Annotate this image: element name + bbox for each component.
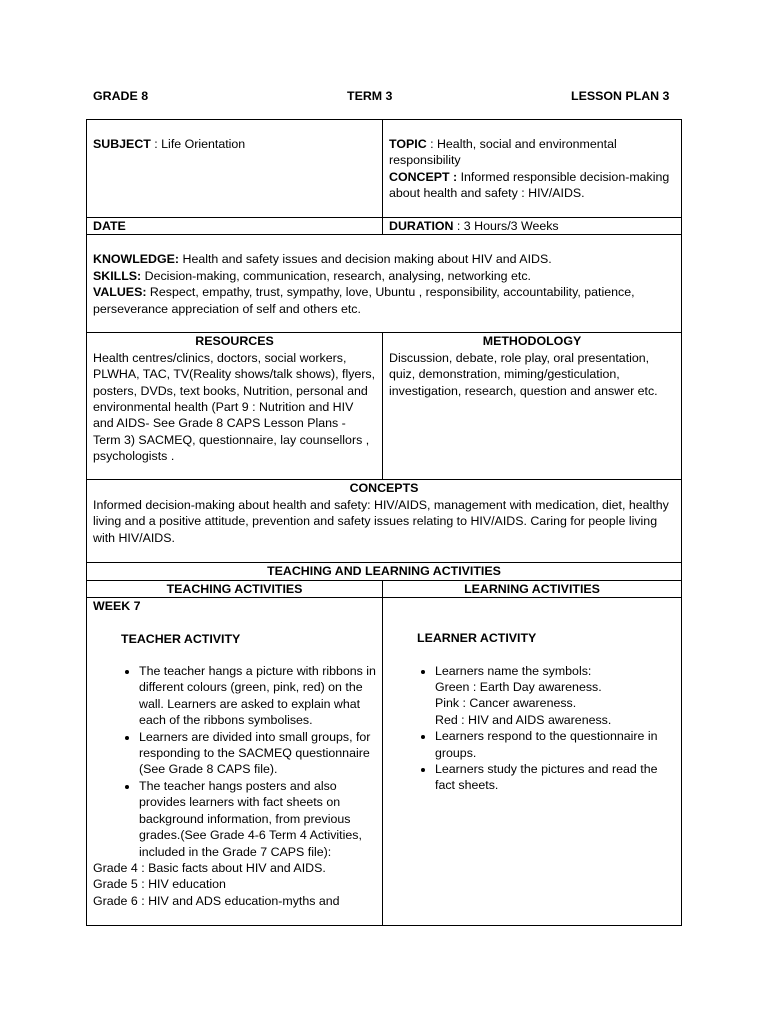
symbol-pink: Pink : Cancer awareness. (435, 696, 577, 711)
activities-heading-row (87, 563, 682, 580)
skills-label: SKILLS: (93, 268, 142, 283)
knowledge-label: KNOWLEDGE: (93, 252, 180, 267)
methodology-heading: METHODOLOGY (482, 334, 582, 349)
learning-activities-heading: LEARNING ACTIVITIES (383, 580, 682, 597)
resources-methodology-row (87, 333, 682, 480)
methodology-line2: quiz, demonstration, miming/gesticulation, investigation, research, question and answer etc. (389, 367, 658, 398)
list-item: • Learners respond to the questionnaire in groups. (435, 728, 675, 761)
date-label: DATE (93, 219, 126, 233)
learner-activity-list (389, 663, 675, 794)
term-label: TERM 3 (347, 89, 393, 103)
lesson-plan-table (86, 119, 682, 926)
values-label: VALUES: (93, 285, 147, 300)
activities-heading: TEACHING AND LEARNING ACTIVITIES (87, 563, 682, 580)
learner-activity-label: LEARNER ACTIVITY (417, 631, 537, 646)
topic-cell (383, 120, 682, 218)
resources-heading: RESOURCES (195, 334, 274, 349)
topic-label: TOPIC (389, 137, 427, 151)
learner-item-text: Learners name the symbols: (435, 663, 592, 678)
topic-value: : Health, social and environmental responsibility (389, 137, 617, 168)
resources-cell (87, 333, 383, 480)
week-label: WEEK 7 (93, 599, 141, 614)
grade-line: Grade 6 : HIV and ADS education-myths and (93, 893, 340, 908)
subject-cell (87, 120, 383, 218)
grade-label: GRADE 8 (93, 89, 149, 103)
activities-subheading-row (87, 580, 682, 597)
knowledge-row (87, 235, 682, 333)
list-item: • The teacher hangs a picture with ribbons in different colours (green, pink, red) on the wall. Learners are asked to explain what each of the ribbons symbolises. (139, 663, 376, 729)
teaching-activities-cell (87, 598, 383, 926)
teaching-activities-heading: TEACHING ACTIVITIES (87, 580, 383, 597)
concepts-row (87, 480, 682, 563)
symbol-red: Red : HIV and AIDS awareness. (435, 712, 612, 727)
grade-line: Grade 4 : Basic facts about HIV and AIDS. (93, 860, 326, 875)
date-duration-row (87, 218, 682, 235)
grade-line: Grade 5 : HIV education (93, 877, 226, 892)
subject-value: : Life Orientation (150, 137, 246, 151)
concept-label: CONCEPT : (389, 169, 458, 184)
methodology-cell (383, 333, 682, 480)
knowledge-cell (87, 235, 682, 333)
activities-row (87, 598, 682, 926)
learning-activities-cell (383, 598, 682, 926)
subject-topic-row (87, 120, 682, 218)
knowledge-value: Health and safety issues and decision making about HIV and AIDS. (179, 252, 552, 267)
methodology-line1: Discussion, debate, role play, oral presentation, (389, 350, 650, 365)
skills-value: Decision-making, communication, research, analysing, networking etc. (141, 268, 531, 283)
list-item (435, 663, 675, 729)
date-cell (87, 218, 383, 235)
duration-label: DURATION (389, 219, 454, 233)
list-item: • Learners are divided into small groups, for responding to the SACMEQ questionnaire (See Grade 8 CAPS file). (139, 729, 376, 778)
symbol-green: Green : Earth Day awareness. (435, 680, 602, 695)
duration-cell (383, 218, 682, 235)
duration-value: : 3 Hours/3 Weeks (453, 219, 559, 233)
values-value: Respect, empathy, trust, sympathy, love, Ubuntu , responsibility, accountability, patience, perseverance appreciation of self and others etc. (93, 285, 635, 316)
concepts-text: Informed decision-making about health and safety: HIV/AIDS, management with medication, diet, healthy living and a positive attitude, prevention and safety issues relating to HIV/AIDS. Caring for people living with HIV/AIDS. (93, 497, 669, 545)
concepts-cell (87, 480, 682, 563)
teacher-activity-list (93, 663, 376, 860)
teacher-activity-label: TEACHER ACTIVITY (121, 631, 241, 646)
concept-value: Informed responsible decision-making about health and safety : HIV/AIDS. (389, 169, 670, 201)
lesson-plan-label: LESSON PLAN 3 (571, 89, 670, 103)
concepts-heading: CONCEPTS (349, 481, 419, 496)
resources-text: Health centres/clinics, doctors, social workers, PLWHA, TAC, TV(Reality shows/talk shows), flyers, posters, DVDs, text books, Nutrition, personal and environmental health (Part 9 : Nutrition and HIV and AIDS- See Grade 8 CAPS Lesson Plans - Term 3) SACMEQ, questionnaire, lay counsellors , psychologists . (93, 350, 376, 464)
list-item: • Learners study the pictures and read the fact sheets. (435, 761, 675, 794)
subject-label: SUBJECT (93, 137, 151, 151)
list-item: • The teacher hangs posters and also provides learners with fact sheets on background information, from previous grades.(See Grade 4-6 Term 4 Activities, included in the Grade 7 CAPS file): (139, 778, 376, 860)
